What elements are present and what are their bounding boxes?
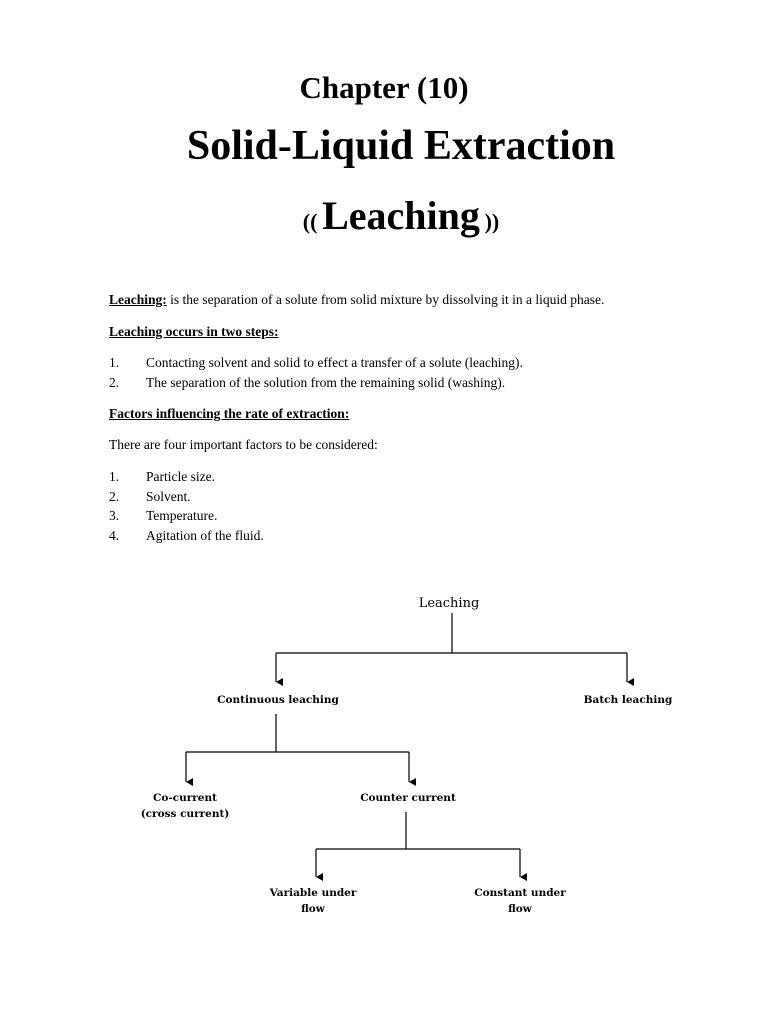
subtitle-close-paren: )) — [484, 209, 500, 234]
node-co-current: Co-current — [153, 792, 217, 804]
definition-paragraph — [109, 292, 604, 308]
node-continuous-leaching: Continuous leaching — [217, 694, 339, 706]
node-constant-flow-label: flow — [508, 903, 532, 915]
chapter-label: Chapter (10) — [299, 70, 469, 105]
list-text: Temperature. — [146, 508, 218, 523]
node-counter-current: Counter current — [360, 792, 456, 804]
factors-list — [109, 467, 264, 545]
connectors-level3 — [316, 812, 520, 877]
list-item — [109, 526, 264, 546]
leaching-classification-diagram — [0, 580, 768, 920]
definition-term: Leaching: — [109, 292, 167, 307]
list-item — [109, 353, 523, 373]
node-variable-under-flow: Variable under — [269, 887, 357, 899]
node-leaching: Leaching — [418, 596, 480, 611]
steps-heading: Leaching occurs in two steps: — [109, 324, 279, 339]
list-number: 1. — [109, 355, 120, 370]
definition-text: is the separation of a solute from solid mixture by dissolving it in a liquid phase. — [166, 292, 605, 307]
page-title: Solid-Liquid Extraction — [186, 123, 616, 169]
list-number: 2. — [109, 374, 120, 390]
steps-list — [109, 353, 523, 392]
list-number: 3. — [109, 508, 120, 523]
subtitle-word: Leaching — [322, 193, 480, 238]
node-cross-current: (cross current) — [140, 808, 230, 820]
page-subtitle — [0, 192, 768, 248]
factors-intro: There are four important factors to be considered: — [109, 437, 378, 452]
subtitle-open-paren: (( — [302, 209, 318, 234]
list-text: Solvent. — [146, 488, 191, 504]
list-text: Particle size. — [146, 469, 215, 484]
list-text: Agitation of the fluid. — [146, 527, 264, 543]
connectors-level2 — [186, 714, 409, 782]
list-text: Contacting solvent and solid to effect a transfer of a solute (leaching). — [146, 355, 523, 370]
list-number: 1. — [109, 469, 120, 484]
connectors-level1 — [276, 613, 627, 682]
node-batch-leaching: Batch leaching — [583, 694, 673, 706]
list-number: 4. — [109, 527, 120, 543]
list-item — [109, 467, 264, 487]
list-number: 2. — [109, 488, 120, 504]
list-text: The separation of the solution from the remaining solid (washing). — [146, 374, 506, 390]
node-constant-under-flow: Constant under — [474, 887, 566, 899]
list-item — [109, 487, 264, 507]
node-variable-flow-label: flow — [301, 903, 325, 915]
factors-heading: Factors influencing the rate of extraction: — [109, 406, 350, 421]
list-item — [109, 373, 523, 393]
list-item — [109, 506, 264, 526]
